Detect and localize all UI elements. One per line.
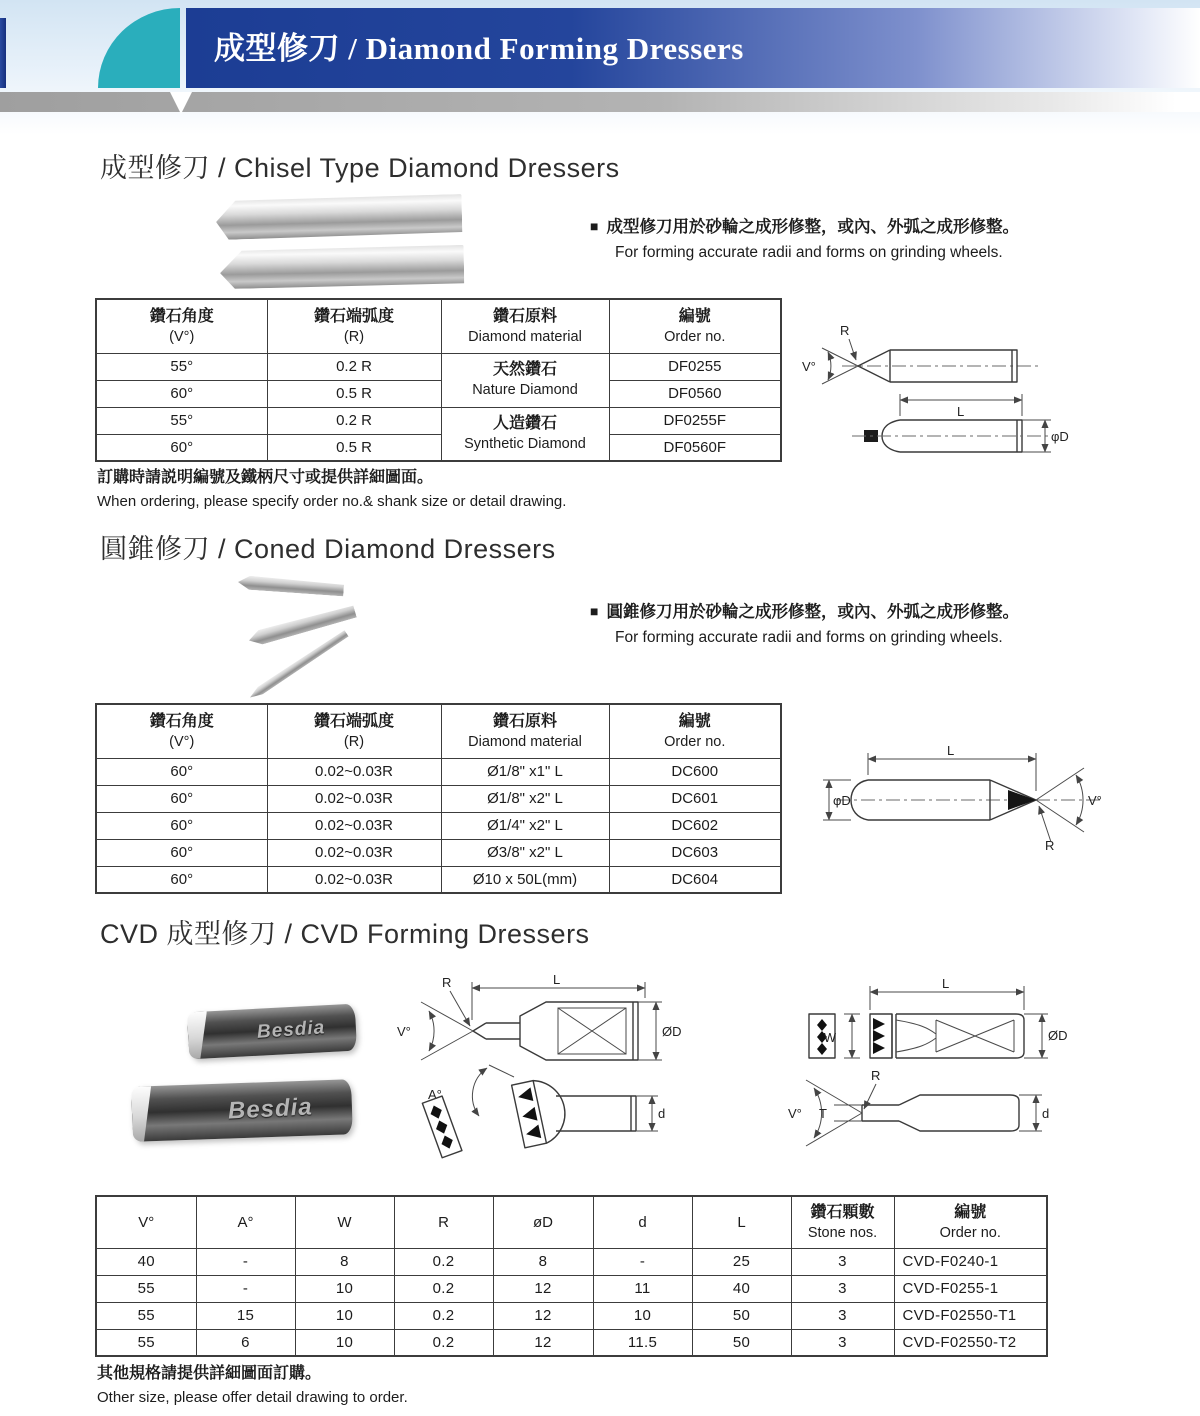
column-header: 編號 Order no. [609,299,781,353]
dim-label-t: T [819,1106,827,1121]
chisel-order-note [97,464,566,510]
chisel-technical-diagram [800,292,1200,467]
column-header: L [692,1196,791,1248]
chisel-spec-table [95,298,782,462]
cell: 55° [96,353,267,380]
cell: 40 [96,1248,196,1275]
cvd-diagram-left [390,968,805,1183]
cell: 0.2 R [267,353,441,380]
dim-label-l: L [947,743,955,758]
chisel-desc-zh: 成型修刀用於砂輪之成形修整，或內、外弧之成形修整。 [606,218,1019,236]
cell: CVD-F02550-T1 [894,1302,1047,1329]
cell: DC603 [609,839,781,866]
note-zh: 訂購時請説明編號及鐵柄尺寸或提供詳細圖面。 [97,469,434,486]
table-row [96,1329,1047,1356]
chisel-dresser-photo-rod1 [216,194,463,240]
chisel-desc-en: For forming accurate radii and forms on grinding wheels. [615,244,1003,261]
column-header: 編號 Order no. [609,704,781,758]
section-title-cvd: CVD 成型修刀 / CVD Forming Dressers [100,919,590,949]
dim-label-r: R [840,323,850,338]
table-row [96,1302,1047,1329]
cell: DF0560 [609,380,781,407]
cell: - [593,1248,692,1275]
cell: 10 [295,1302,394,1329]
dim-label-v: V° [1088,793,1102,808]
column-header: 編號 Order no. [894,1196,1047,1248]
table-row [96,1248,1047,1275]
cell: Ø1/8" x1" L [441,758,609,785]
dim-label-d: d [1042,1106,1050,1121]
table-row [96,866,781,893]
column-header: 鑽石端弧度 (R) [267,704,441,758]
cell: 10 [295,1329,394,1356]
dim-label-v: V° [788,1106,802,1121]
cell: 0.5 R [267,434,441,461]
cell: DC601 [609,785,781,812]
cell: 0.2 [394,1275,493,1302]
dim-label-r: R [442,975,452,990]
brand-logo-text: Besdia [256,1016,327,1043]
cell: 60° [96,434,267,461]
cell: 3 [791,1329,894,1356]
table-row [96,1275,1047,1302]
cvd-white-tip [187,1011,209,1059]
cell: 50 [692,1329,791,1356]
cell: 0.2 [394,1329,493,1356]
cell: 55 [96,1275,196,1302]
cell: 11.5 [593,1329,692,1356]
dim-label-v: V° [802,359,816,374]
dim-label-w: W [823,1030,836,1045]
coned-desc-en: For forming accurate radii and forms on grinding wheels. [615,629,1003,646]
cell: 0.5 R [267,380,441,407]
brand-logo-text: Besdia [226,1092,313,1125]
note-en: Other size, please offer detail drawing to order. [97,1389,408,1406]
cell: Ø1/4" x2" L [441,812,609,839]
cvd-diagram-right [786,968,1196,1183]
cell: DC604 [609,866,781,893]
coned-desc-zh: 圓錐修刀用於砂輪之成形修整，或內、外弧之成形修整。 [606,603,1019,621]
cell: 60° [96,380,267,407]
cell: 11 [593,1275,692,1302]
dim-label-l: L [942,976,950,991]
gray-bar-notch [170,92,192,114]
cell: 3 [791,1248,894,1275]
column-header: 鑽石原料 Diamond material [441,299,609,353]
title-banner [186,8,1200,88]
chisel-description [590,213,1019,262]
cell: 12 [493,1329,593,1356]
dim-label-r: R [1045,838,1055,853]
dim-label-v: V° [397,1024,411,1039]
square-bullet-icon: ■ [590,218,599,234]
dim-label-od: ØD [1048,1028,1068,1043]
cell: DF0255F [609,407,781,434]
left-edge-strip [0,18,6,88]
cell: 15 [196,1302,295,1329]
cell: 10 [593,1302,692,1329]
table-row [96,758,781,785]
table-row [96,785,781,812]
cell: 55 [96,1329,196,1356]
cell: 8 [295,1248,394,1275]
section-title-chisel: 成型修刀 / Chisel Type Diamond Dressers [100,153,620,183]
column-header: A° [196,1196,295,1248]
cell: 0.02~0.03R [267,866,441,893]
cell: 0.2 [394,1248,493,1275]
cell: Ø1/8" x2" L [441,785,609,812]
page-title: 成型修刀 / Diamond Forming Dressers [214,31,744,66]
dim-label-phid: φD [1051,429,1069,444]
cell: 6 [196,1329,295,1356]
cell: 60° [96,839,267,866]
cell: 60° [96,785,267,812]
dim-label-l: L [957,404,965,419]
column-header: 鑽石原料 Diamond material [441,704,609,758]
cell: 3 [791,1302,894,1329]
cell: 40 [692,1275,791,1302]
cell: 60° [96,866,267,893]
column-header: R [394,1196,493,1248]
cell: DC602 [609,812,781,839]
cell: 0.2 [394,1302,493,1329]
cell: 10 [295,1275,394,1302]
column-header: 鑽石顆數 Stone nos. [791,1196,894,1248]
coned-dresser-photo-rod1 [238,575,345,596]
note-zh: 其他規格請提供詳細圖面訂購。 [97,1365,322,1382]
cell: 0.02~0.03R [267,839,441,866]
table-row [96,353,781,380]
cell: 0.02~0.03R [267,785,441,812]
cell: CVD-F02550-T2 [894,1329,1047,1356]
coned-spec-table [95,703,782,894]
cell: 60° [96,758,267,785]
cvd-dresser-photo-2 [131,1079,353,1142]
dim-label-a: A° [428,1087,442,1102]
cell: DF0255 [609,353,781,380]
cvd-dresser-photo-1 [187,1004,357,1060]
cell: CVD-F0240-1 [894,1248,1047,1275]
column-header: 鑽石角度 (V°) [96,704,267,758]
square-bullet-icon: ■ [590,603,599,619]
cell: - [196,1275,295,1302]
header-row [96,299,781,353]
cell: 50 [692,1302,791,1329]
table-row [96,812,781,839]
dim-label-l: L [553,972,561,987]
header-row [96,1196,1047,1248]
header-row [96,704,781,758]
cell: 25 [692,1248,791,1275]
cell: 12 [493,1275,593,1302]
cell: 8 [493,1248,593,1275]
cell: Ø3/8" x2" L [441,839,609,866]
column-header: øD [493,1196,593,1248]
cell: 0.02~0.03R [267,812,441,839]
cell: 3 [791,1275,894,1302]
cvd-white-tip [131,1086,153,1142]
cell: 55 [96,1302,196,1329]
coned-technical-diagram [800,725,1200,875]
cell: 0.2 R [267,407,441,434]
cell: CVD-F0255-1 [894,1275,1047,1302]
cell: 12 [493,1302,593,1329]
dim-label-d: d [658,1106,666,1121]
table-row [96,407,781,434]
dim-label-r: R [871,1068,881,1083]
column-header: 鑽石角度 (V°) [96,299,267,353]
column-header: 鑽石端弧度 (R) [267,299,441,353]
column-header: V° [96,1196,196,1248]
dim-label-od: ØD [662,1024,682,1039]
cell: 天然鑽石 Nature Diamond [441,353,609,407]
cell: 0.02~0.03R [267,758,441,785]
cell: 55° [96,407,267,434]
table-row [96,839,781,866]
table-row [96,434,781,461]
coned-description [590,598,1019,647]
cell: 60° [96,812,267,839]
cell: DF0560F [609,434,781,461]
cvd-spec-table [95,1195,1048,1357]
column-header: d [593,1196,692,1248]
chisel-dresser-photo-rod2 [220,245,465,289]
cvd-order-note [97,1360,408,1406]
cell: 人造鑽石 Synthetic Diamond [441,407,609,461]
cell: Ø10 x 50L(mm) [441,866,609,893]
cell: - [196,1248,295,1275]
table-row [96,380,781,407]
section-title-coned: 圓錐修刀 / Coned Diamond Dressers [100,534,556,564]
column-header: W [295,1196,394,1248]
cell: DC600 [609,758,781,785]
dim-label-phid: φD [833,793,851,808]
note-en: When ordering, please specify order no.& shank size or detail drawing. [97,493,567,510]
